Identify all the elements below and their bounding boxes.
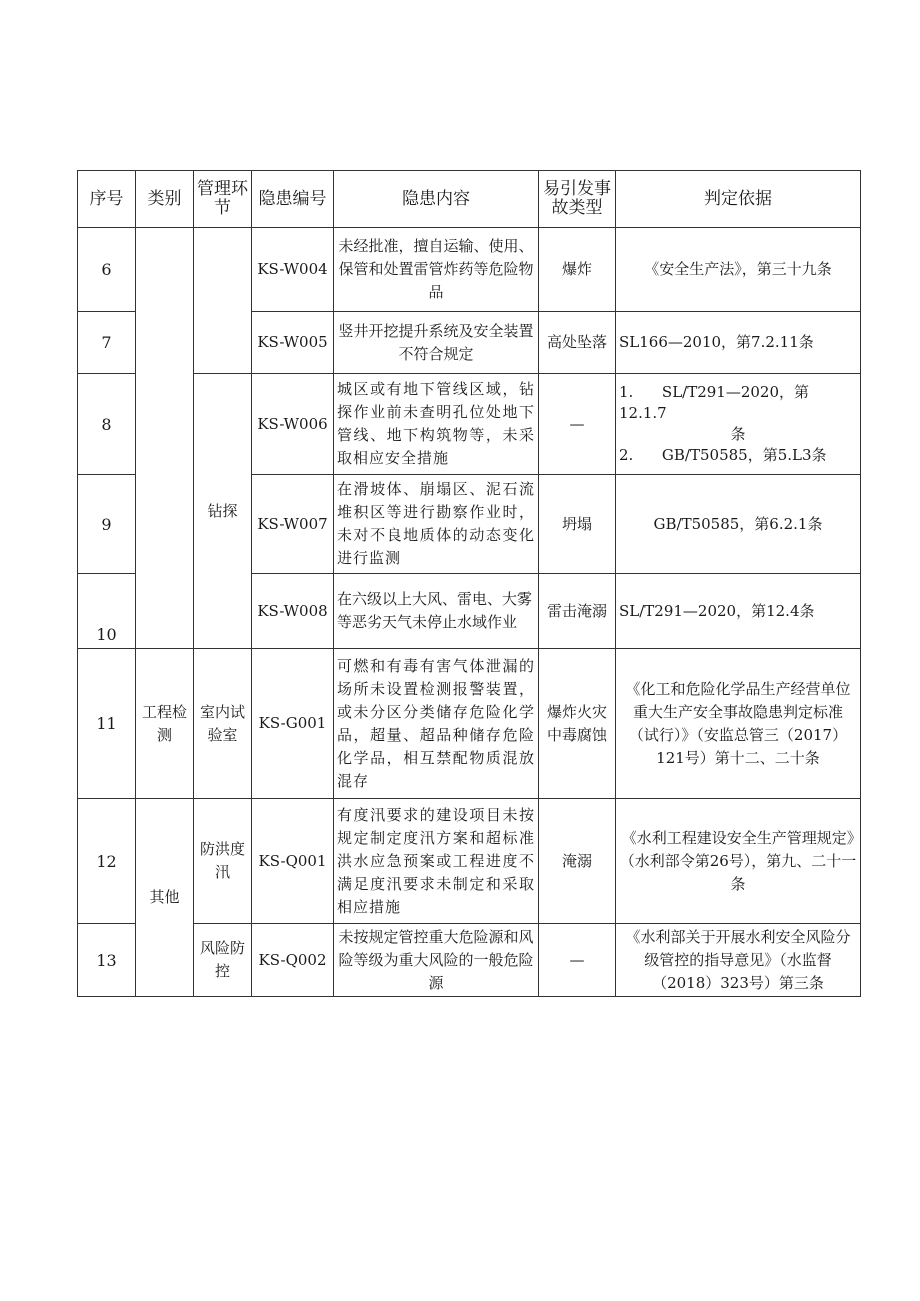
- header-seq: 序号: [78, 171, 136, 228]
- basis-line: 条: [730, 425, 746, 443]
- code-cell: KS-G001: [252, 649, 334, 799]
- code-cell: KS-Q001: [252, 799, 334, 924]
- category-cell-empty: [136, 228, 194, 649]
- header-code: 隐患编号: [252, 171, 334, 228]
- seq-cell: 12: [78, 799, 136, 924]
- basis-cell: 《水利工程建设安全生产管理规定》（水利部令第26号），第九、二十一条: [616, 799, 861, 924]
- seq-cell: 7: [78, 312, 136, 374]
- accident-cell: 雷击淹溺: [539, 574, 616, 649]
- table-row: [78, 799, 861, 924]
- table-row: [78, 649, 861, 799]
- accident-cell: —: [539, 924, 616, 997]
- stage-cell-drilling: 钻探: [194, 374, 252, 649]
- content-cell: 城区或有地下管线区域，钻探作业前未查明孔位处地下管线、地下构筑物等，未采取相应安全措施: [334, 374, 539, 475]
- accident-cell: 坍塌: [539, 475, 616, 574]
- header-basis: 判定依据: [616, 171, 861, 228]
- stage-cell: 防洪度汛: [194, 799, 252, 924]
- stage-cell: 室内试验室: [194, 649, 252, 799]
- table-row: [78, 228, 861, 312]
- seq-cell: 13: [78, 924, 136, 997]
- seq-cell: 9: [78, 475, 136, 574]
- hazard-table: [77, 170, 861, 997]
- header-category: 类别: [136, 171, 194, 228]
- content-cell: 有度汛要求的建设项目未按规定制定度汛方案和超标准洪水应急预案或工程进度不满足度汛要求未制定和采取相应措施: [334, 799, 539, 924]
- table-row: [78, 374, 861, 475]
- basis-line: 1. SL/T291—2020，第: [619, 383, 810, 401]
- basis-cell: [616, 374, 861, 475]
- basis-cell: SL166—2010，第7.2.11条: [616, 312, 861, 374]
- basis-cell: 《化工和危险化学品生产经营单位重大生产安全事故隐患判定标准（试行）》（安监总管三（2017）121号）第十二、二十条: [616, 649, 861, 799]
- content-cell: 竖井开挖提升系统及安全装置不符合规定: [334, 312, 539, 374]
- accident-cell: 淹溺: [539, 799, 616, 924]
- seq-cell: 10: [78, 574, 136, 649]
- code-cell: KS-W006: [252, 374, 334, 475]
- code-cell: KS-W004: [252, 228, 334, 312]
- table-row: [78, 924, 861, 997]
- code-cell: KS-Q002: [252, 924, 334, 997]
- seq-cell: 8: [78, 374, 136, 475]
- code-cell: KS-W007: [252, 475, 334, 574]
- category-cell-other: 其他: [136, 799, 194, 997]
- seq-cell: 11: [78, 649, 136, 799]
- basis-cell: 《水利部关于开展水利安全风险分级管控的指导意见》（水监督（2018）323号）第三条: [616, 924, 861, 997]
- basis-line: 12.1.7: [619, 404, 667, 422]
- header-accident: 易引发事故类型: [539, 171, 616, 228]
- content-cell: 在六级以上大风、雷电、大雾等恶劣天气未停止水域作业: [334, 574, 539, 649]
- header-stage: 管理环节: [194, 171, 252, 228]
- content-cell: 未按规定管控重大危险源和风险等级为重大风险的一般危险源: [334, 924, 539, 997]
- stage-cell: 风险防控: [194, 924, 252, 997]
- basis-cell: GB/T50585，第6.2.1条: [616, 475, 861, 574]
- basis-line: 2. GB/T50585，第5.L3条: [619, 446, 827, 464]
- basis-cell: SL/T291—2020，第12.4条: [616, 574, 861, 649]
- seq-cell: 6: [78, 228, 136, 312]
- header-content: 隐患内容: [334, 171, 539, 228]
- header-row: [78, 171, 861, 228]
- category-cell: 工程检测: [136, 649, 194, 799]
- accident-cell: 爆炸火灾中毒腐蚀: [539, 649, 616, 799]
- code-cell: KS-W005: [252, 312, 334, 374]
- basis-cell: 《安全生产法》，第三十九条: [616, 228, 861, 312]
- content-cell: 可燃和有毒有害气体泄漏的场所未设置检测报警装置，或未分区分类储存危险化学品，超量、超品种储存危险化学品，相互禁配物质混放混存: [334, 649, 539, 799]
- accident-cell: 高处坠落: [539, 312, 616, 374]
- accident-cell: —: [539, 374, 616, 475]
- content-cell: 在滑坡体、崩塌区、泥石流堆积区等进行勘察作业时，未对不良地质体的动态变化进行监测: [334, 475, 539, 574]
- stage-cell-empty: [194, 228, 252, 374]
- content-cell: 未经批准，擅自运输、使用、保管和处置雷管炸药等危险物品: [334, 228, 539, 312]
- accident-cell: 爆炸: [539, 228, 616, 312]
- code-cell: KS-W008: [252, 574, 334, 649]
